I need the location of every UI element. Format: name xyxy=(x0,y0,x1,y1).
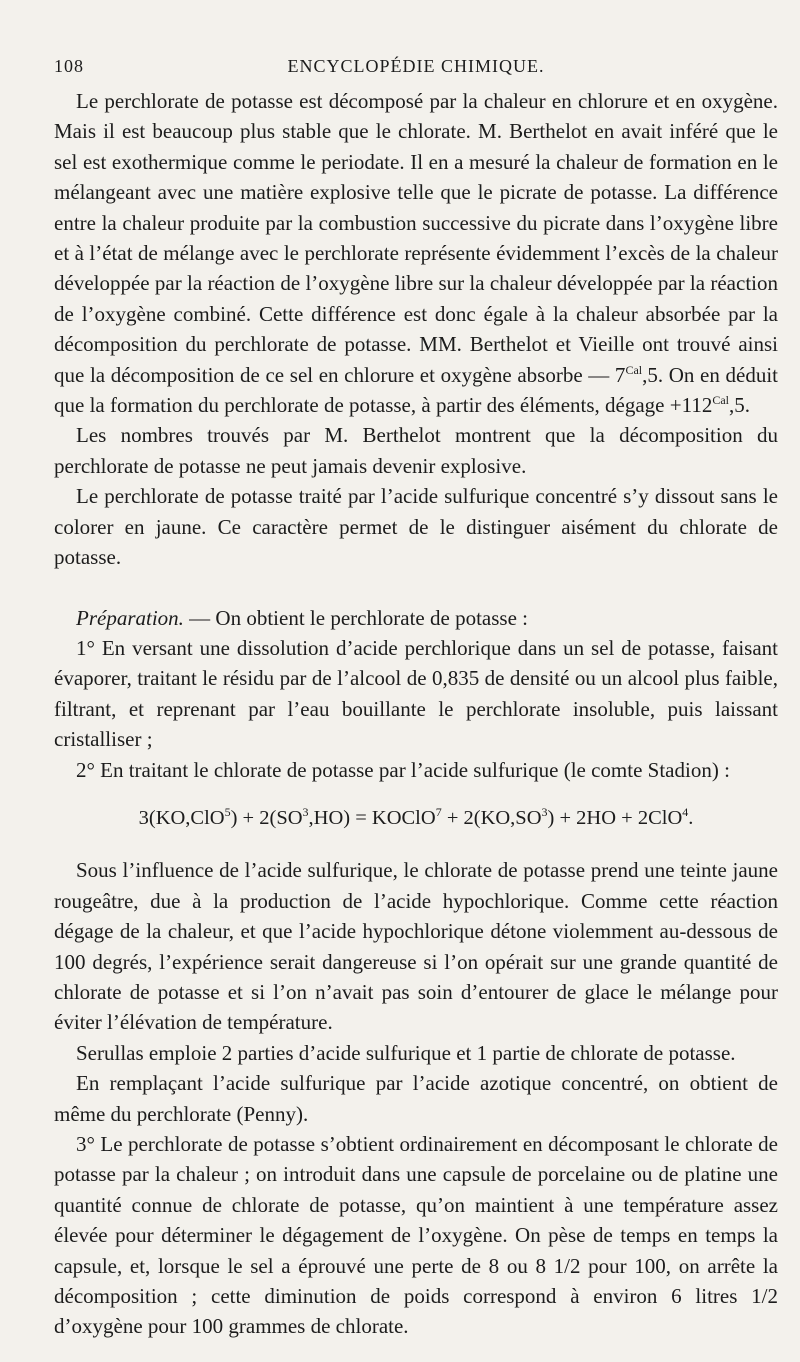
unit-cal: Cal xyxy=(712,393,729,408)
paragraph-sulfuric-test: Le perchlorate de potasse traité par l’acide sulfurique concentré s’y dissout sans le colorer en jaune. Ce caractère permet de le distinguer aisément du chlorate de potasse. xyxy=(54,484,778,570)
paragraph-not-explosive: Les nombres trouvés par M. Berthelot montrent que la décomposition du perchlorate de potasse ne peut jamais devenir explosive. xyxy=(54,423,778,478)
paragraph-thermochemistry: Le perchlorate de potasse est décomposé par la chaleur en chlorure et en oxygène. Mais il est beaucoup plus stable que le chlorate. M. Berthelot en avait inféré que le sel est exothermique comme le periodate. Il en a mesuré la chaleur de formation en le mélangeant avec une matière explosive telle que le picrate de potasse. La différence entre la chaleur produite par la combustion successive du picrate dans l’oxygène libre et à l’état de mélange avec le perchlorate représente évidemment l’excès de la chaleur développée par la réaction de l’oxygène libre sur la chaleur développée par la réaction de l’oxygène combiné. Cette différence est donc égale à la chaleur absorbée par la décomposition du perchlorate de potasse. MM. Berthelot et Vieille ont trouvé ainsi que la décomposition de ce sel en chlorure et oxygène absorbe — $7^{Cal},5$. On en déduit que la formation du perchlorate de potasse, à partir des éléments, dégage $+112^{Cal},5$. xyxy=(54,89,778,418)
unit-cal: Cal xyxy=(625,362,643,377)
chemical-equation: $3(KO,ClO^5) + 2(SO^3,HO)$ = KOClO$^7$ + $2(KO,SO^3) + 2HO + 2ClO^4$. xyxy=(138,805,694,829)
paragraph-method-1: 1° En versant une dissolution d’acide perchlorique dans un sel de potasse, faisant évaporer, traitant le résidu par de l’alcool de 0,835 de densité ou un alcool plus faible, filtrant, et reprenant par l’eau bouillante le perchlorate insoluble, puis laissant cristalliser ; xyxy=(54,635,778,752)
page-header xyxy=(54,56,778,86)
body-text xyxy=(54,86,778,1342)
paragraph-method-3: 3° Le perchlorate de potasse s’obtient ordinairement en décomposant le chlorate de potasse par la chaleur ; on introduit dans une capsule de porcelaine ou de platine une quantité connue de chlorate de potasse, qu’on maintient à une température assez élevée pour déterminer le dégagement de l’oxygène. On pèse de temps en temps la capsule, et, lorsque le sel a éprouvé une perte de 8 ou 8 1/2 pour 100, on arrête la décomposition ; cette diminution de poids correspond à environ 6 litres 1/2 d’oxygène pour 100 grammes de chlorate. xyxy=(54,1132,778,1339)
paragraph-method-2: 2° En traitant le chlorate de potasse par l’acide sulfurique (le comte Stadion) : xyxy=(76,757,730,782)
paragraph-serullas: Serullas emploie 2 parties d’acide sulfurique et 1 partie de chlorate de potasse. xyxy=(76,1040,736,1065)
paragraph-preparation-heading: Préparation. — On obtient le perchlorate de potasse : xyxy=(76,605,528,630)
paragraph-penny: En remplaçant l’acide sulfurique par l’acide azotique concentré, on obtient de même du perchlorate (Penny). xyxy=(54,1071,778,1126)
page-number: 108 xyxy=(54,56,84,76)
running-title: ENCYCLOPÉDIE CHIMIQUE. xyxy=(287,56,545,76)
paragraph-sulfuric-influence: Sous l’influence de l’acide sulfurique, le chlorate de potasse prend une teinte jaune rougeâtre, due à la production de l’acide hypochlorique. Comme cette réaction dégage de la chaleur, et que l’acide hypochlorique détone violemment au-dessous de 100 degrés, l’expérience serait dangereuse si l’on opérait sur une grande quantité de chlorate de potasse et si l’on n’avait pas soin d’entourer de glace le mélange pour éviter l’élévation de température. xyxy=(54,858,778,1035)
section-label-preparation: Préparation. xyxy=(76,605,184,630)
